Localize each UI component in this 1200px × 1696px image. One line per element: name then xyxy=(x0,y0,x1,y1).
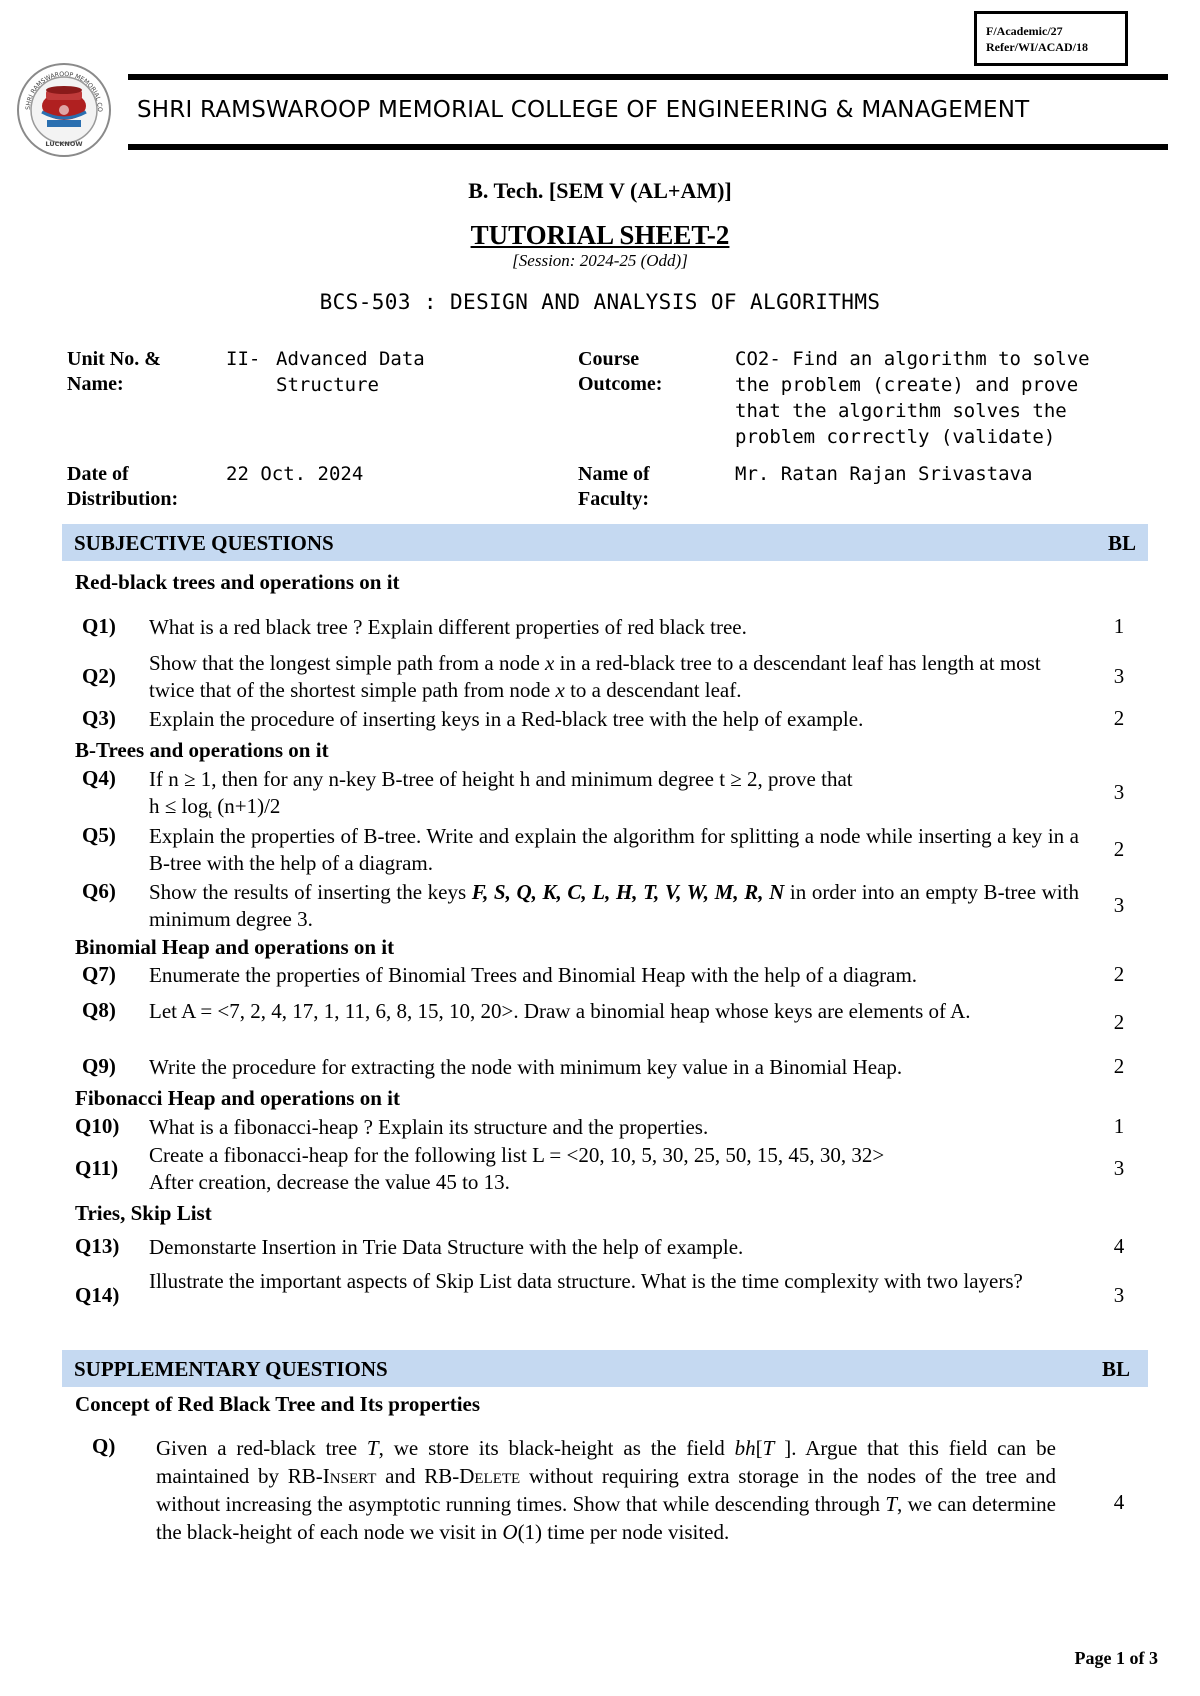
section-binomial-heap: Binomial Heap and operations on it xyxy=(75,935,395,959)
section-tries-skip-list: Tries, Skip List xyxy=(75,1201,212,1225)
unit-name: Advanced Data Structure xyxy=(276,348,425,396)
subjective-questions-header xyxy=(62,524,1148,561)
distribution-date-label: Date of Distribution: xyxy=(67,463,179,510)
q4-number: Q4) xyxy=(82,766,116,790)
session-label: [Session: 2024-25 (Odd)] xyxy=(512,251,688,270)
q9-bl: 2 xyxy=(1113,1054,1125,1078)
q1-bl: 1 xyxy=(1113,614,1125,638)
q8-bl: 2 xyxy=(1113,1010,1125,1034)
supplementary-questions-header xyxy=(62,1350,1148,1387)
q11-bl: 3 xyxy=(1113,1156,1125,1180)
q6-text: Show the results of inserting the keys F, S, Q, K, C, L, H, T, V, W, M, R, N in order into an empty B-tree with minimum degree 3. xyxy=(149,880,1079,931)
supp-q-number: Q) xyxy=(92,1434,116,1458)
q3-text: Explain the procedure of inserting keys in a Red-black tree with the help of example. xyxy=(149,707,864,731)
q13-number: Q13) xyxy=(75,1234,120,1258)
q9-text: Write the procedure for extracting the node with minimum key value in a Binomial Heap. xyxy=(149,1055,903,1079)
q10-text: What is a fibonacci-heap ? Explain its structure and the properties. xyxy=(149,1115,709,1139)
logo-top-text: SHRI RAMSWAROOP MEMORIAL CO xyxy=(24,70,104,112)
supplementary-title: SUPPLEMENTARY QUESTIONS xyxy=(74,1357,388,1381)
section-red-black-concept: Concept of Red Black Tree and Its properties xyxy=(75,1392,481,1416)
q13-bl: 4 xyxy=(1113,1234,1125,1258)
q2-bl: 3 xyxy=(1113,664,1125,688)
course-line: B. Tech. [SEM V (AL+AM)] xyxy=(468,178,732,203)
unit-label: Unit No. & Name: xyxy=(67,348,161,395)
q10-number: Q10) xyxy=(75,1114,120,1138)
college-name: SHRI RAMSWAROOP MEMORIAL COLLEGE OF ENGINEERING & MANAGEMENT xyxy=(137,97,1030,123)
q14-number: Q14) xyxy=(75,1283,120,1307)
q7-text: Enumerate the properties of Binomial Trees and Binomial Heap with the help of a diagram. xyxy=(149,963,918,987)
supp-q-text: Given a red-black tree T, we store its black-height as the field bh[T ]. Argue that this field can be maintained by RB-Insert and RB-Delete without requiring extra storage in the nodes of the tree and without increasing the asymptotic running times. Show that while descending through T, we can determine the black-height of each node we visit in O(1) time per node visited. xyxy=(156,1436,1056,1544)
q5-bl: 2 xyxy=(1113,837,1125,861)
q9-number: Q9) xyxy=(82,1054,116,1078)
q7-bl: 2 xyxy=(1113,962,1125,986)
q8-number: Q8) xyxy=(82,998,116,1022)
q5-text: Explain the properties of B-tree. Write and explain the algorithm for splitting a node while inserting a key in a B-tree with the help of a diagram. xyxy=(149,824,1079,875)
supplementary-bl-header: BL xyxy=(1101,1357,1130,1381)
ref-line-2: Refer/WI/ACAD/18 xyxy=(986,40,1088,54)
course-outcome-value: CO2- Find an algorithm to solve the problem (create) and prove that the algorithm solves the problem correctly (validate) xyxy=(735,348,1090,448)
logo-bottom-text: LUCKNOW xyxy=(45,140,83,148)
header-top-rule xyxy=(128,74,1168,80)
document-reference-box xyxy=(974,11,1128,66)
q1-text: What is a red black tree ? Explain different properties of red black tree. xyxy=(149,615,747,639)
faculty-label: Name of Faculty: xyxy=(578,463,650,510)
q2-text: Show that the longest simple path from a node x in a red-black tree to a descendant leaf has length at most twice that of the shortest simple path from node x to a descendant leaf. xyxy=(149,651,1041,702)
q2-number: Q2) xyxy=(82,664,116,688)
unit-number: II- xyxy=(226,348,261,370)
section-fibonacci-heap: Fibonacci Heap and operations on it xyxy=(75,1086,400,1110)
q6-bl: 3 xyxy=(1113,893,1125,917)
header-bottom-rule xyxy=(128,144,1168,150)
section-red-black-trees: Red-black trees and operations on it xyxy=(75,570,400,594)
q13-text: Demonstarte Insertion in Trie Data Structure with the help of example. xyxy=(149,1235,744,1259)
bl-column-header: BL xyxy=(1107,531,1136,555)
section-b-trees: B-Trees and operations on it xyxy=(75,738,329,762)
q6-number: Q6) xyxy=(82,879,116,903)
q14-text: Illustrate the important aspects of Skip List data structure. What is the time complexity with two layers? xyxy=(149,1269,1023,1293)
q3-bl: 2 xyxy=(1113,706,1125,730)
sheet-title: TUTORIAL SHEET-2 xyxy=(470,220,730,250)
q14-bl: 3 xyxy=(1113,1283,1125,1307)
ref-line-1: F/Academic/27 xyxy=(986,24,1063,38)
q1-number: Q1) xyxy=(82,614,116,638)
subject-title: BCS-503 : DESIGN AND ANALYSIS OF ALGORITHMS xyxy=(319,290,881,314)
course-outcome-label: Course Outcome: xyxy=(578,348,663,395)
college-seal-logo-icon xyxy=(16,62,112,158)
q11-number: Q11) xyxy=(75,1156,119,1180)
q10-bl: 1 xyxy=(1113,1114,1125,1138)
page-number: Page 1 of 3 xyxy=(1074,1648,1158,1668)
q5-number: Q5) xyxy=(82,823,116,847)
q4-text: If n ≥ 1, then for any n-key B-tree of height h and minimum degree t ≥ 2, prove that $h \le \log_t (n+1)/2$ xyxy=(149,767,853,822)
q11-text: Create a fibonacci-heap for the following list L = <20, 10, 5, 30, 25, 50, 15, 45, 30, 32> After creation, decrease the value 45 to 13. xyxy=(149,1143,885,1194)
q4-bl: 3 xyxy=(1113,780,1125,804)
subjective-title: SUBJECTIVE QUESTIONS xyxy=(74,531,334,555)
q7-number: Q7) xyxy=(82,962,116,986)
q3-number: Q3) xyxy=(82,706,116,730)
q8-text: Let A = <7, 2, 4, 17, 1, 11, 6, 8, 15, 10, 20>. Draw a binomial heap whose keys are elements of A. xyxy=(149,999,971,1023)
supp-q-bl: 4 xyxy=(1113,1490,1125,1514)
distribution-date-value: 22 Oct. 2024 xyxy=(226,463,364,485)
faculty-name: Mr. Ratan Rajan Srivastava xyxy=(735,463,1033,485)
